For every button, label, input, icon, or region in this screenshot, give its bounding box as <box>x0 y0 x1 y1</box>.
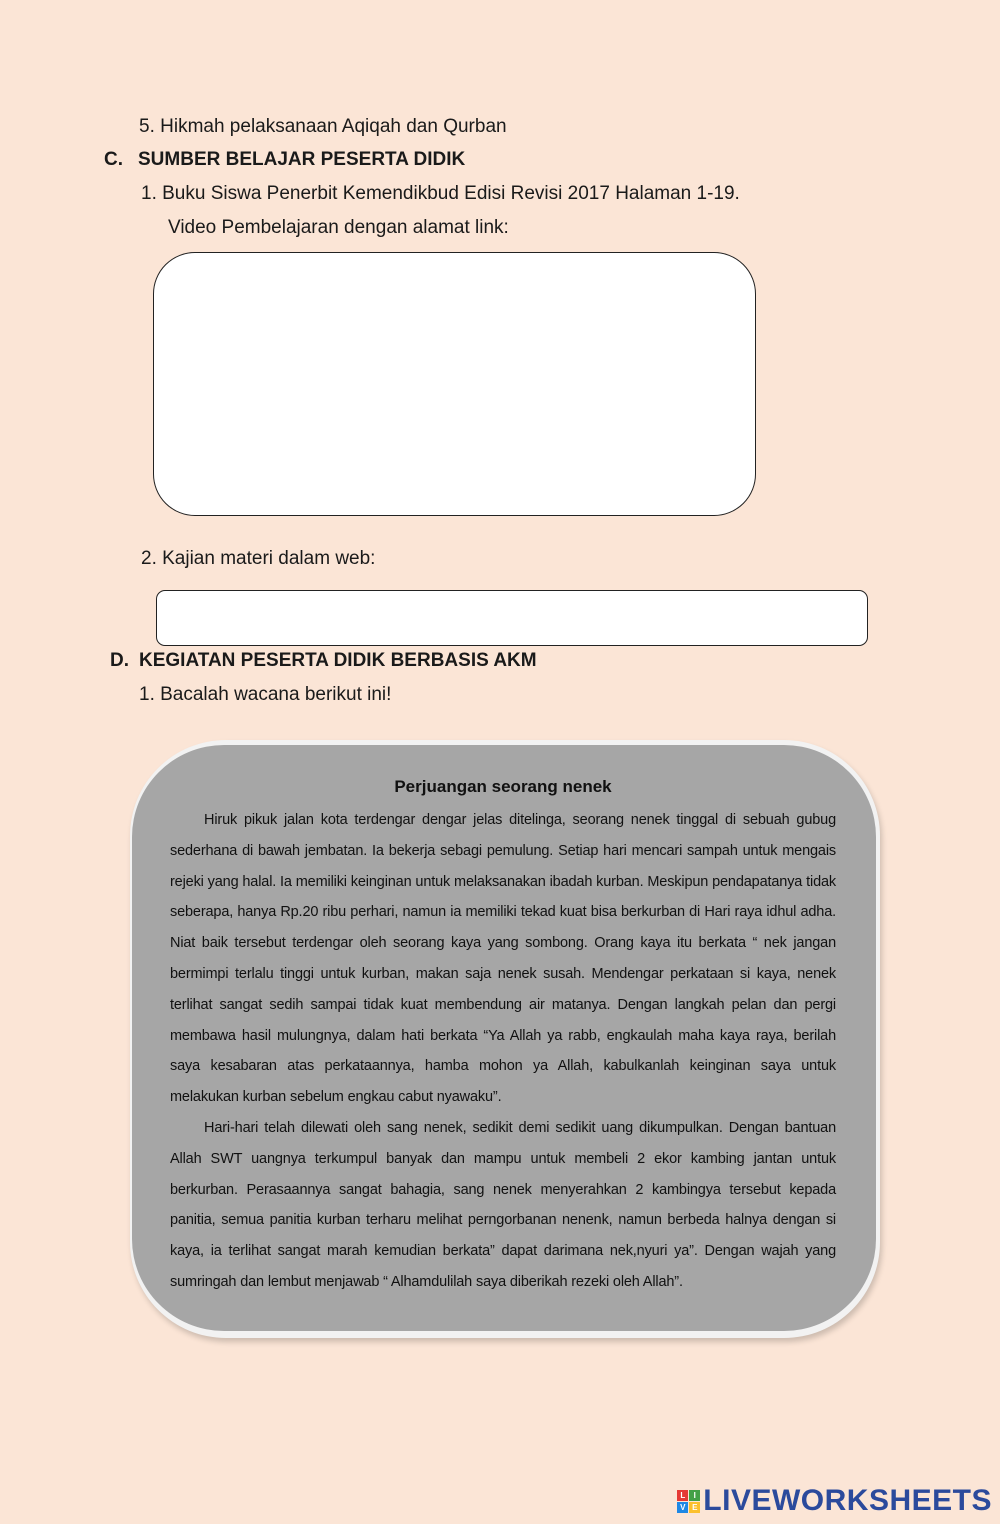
logo-letter-l: L <box>677 1490 688 1501</box>
web-answer-box[interactable] <box>156 590 868 646</box>
section-c-title: SUMBER BELAJAR PESERTA DIDIK <box>138 149 466 170</box>
logo-letter-i: I <box>689 1490 700 1501</box>
liveworksheets-logo-icon <box>677 1490 700 1513</box>
section-d-heading <box>110 650 537 672</box>
story-box <box>132 745 876 1331</box>
list-item-2-web: 2. Kajian materi dalam web: <box>141 548 376 569</box>
section-d-letter: D. <box>110 650 129 671</box>
video-link-label: Video Pembelajaran dengan alamat link: <box>168 217 509 238</box>
section-d-title: KEGIATAN PESERTA DIDIK BERBASIS AKM <box>139 650 537 671</box>
story-paragraph-2: Hari-hari telah dilewati oleh sang nenek, sedikit demi sedikit uang dikumpulkan. Dengan bantuan Allah SWT uangnya terkumpul banyak dan mampu untuk membeli 2 ekor kambing jantan untuk berkurban. Perasaannya sangat bahagia, sang nenek menyerahkan 2 kambingya tersebut kepada panitia, semua panitia kurban terharu melihat perngorbanan nenenk, namun berbeda halnya dengan si kaya, ia terlihat sangat marah kemudian berkata” dapat darimana nek,nyuri ya”. Dengan wajah yang sumringah dan lembut menjawab “ Alhamdulilah saya diberikah rezeki oleh Allah”. <box>170 1119 836 1290</box>
list-item-5: 5. Hikmah pelaksanaan Aqiqah dan Qurban <box>139 116 507 137</box>
liveworksheets-watermark <box>677 1484 992 1518</box>
liveworksheets-text: LIVEWORKSHEETS <box>703 1484 992 1517</box>
section-c-heading <box>104 149 465 171</box>
list-item-1-read: 1. Bacalah wacana berikut ini! <box>139 684 392 705</box>
list-item-1-book: 1. Buku Siswa Penerbit Kemendikbud Edisi Revisi 2017 Halaman 1-19. <box>141 183 740 204</box>
logo-letter-v: V <box>677 1502 688 1513</box>
video-link-answer-box[interactable] <box>153 252 756 516</box>
story-paragraph-1: Hiruk pikuk jalan kota terdengar dengar jelas ditelinga, seorang nenek tinggal di sebuah gubug sederhana di bawah jembatan. Ia bekerja sebagi pemulung. Setiap hari mencari sampah untuk mengais rejeki yang halal. Ia memiliki keinginan untuk melaksanakan ibadah kurban. Meskipun pendapatanya tidak seberapa, hanya Rp.20 ribu perhari, namun ia memiliki tekad kuat bisa berkurban di Hari raya idhul adha. Niat baik tersebut terdengar oleh seorang kaya yang sombong. Orang kaya itu berkata “ nek jangan bermimpi terlalu tinggi untuk kurban, makan saja nenek susah. Mendengar perkataan si kaya, nenek terlihat sangat sedih sampai tidak kuat membendung air matanya. Dengan langkah pelan dan pergi membawa hasil mulungnya, dalam hati berkata “Ya Allah ya rabb, engkaulah maha kaya raya, berilah saya kesabaran atas perkataannya, hamba mohon ya Allah, kabulkanlah keinginan saya untuk melakukan kurban sebelum engkau cabut nyawaku”. <box>170 812 836 1106</box>
story-title: Perjuangan seorang nenek <box>394 777 612 796</box>
logo-letter-e: E <box>689 1502 700 1513</box>
section-c-letter: C. <box>104 149 123 170</box>
